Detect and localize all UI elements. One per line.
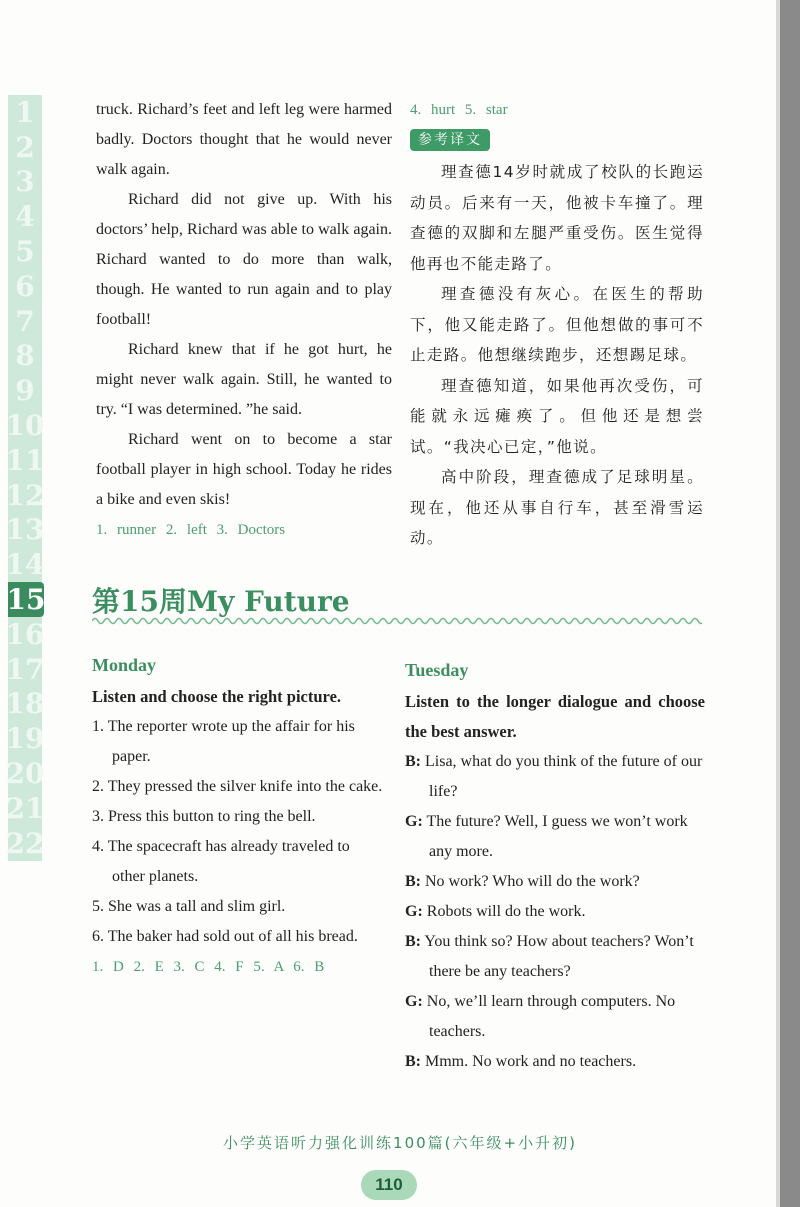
wave-divider (92, 615, 702, 627)
week-tab-14[interactable]: 14 (5, 548, 45, 582)
dialogue-line (405, 897, 705, 927)
week-tab-17[interactable]: 17 (5, 652, 45, 686)
dialogue-text: No work? Who will do the work? (425, 873, 640, 890)
story-paragraph: Richard did not give up. With his doctors’ help, Richard was able to walk again. Richard wanted to do more than walk, though. He wanted to run again and to play football! (96, 191, 392, 328)
monday-items (92, 712, 384, 952)
week-tab-21[interactable]: 21 (5, 791, 45, 825)
week-tab-6[interactable]: 6 (8, 269, 42, 304)
dialogue-line (405, 867, 705, 897)
translation-paragraph: 理查德14岁时就成了校队的长跑运动员。后来有一天，他被卡车撞了。理查德的双脚和左腿严重受伤。医生觉得他再也不能走路了。 (410, 163, 704, 273)
book-title: 小学英语听力强化训练100篇(六年级+小升初) (223, 1134, 577, 1152)
dialogue-text: No, we’ll learn through computers. No teachers. (426, 993, 676, 1040)
week-tab-2[interactable]: 2 (8, 130, 42, 165)
speaker-label: B: (405, 753, 421, 770)
week-tab-3[interactable]: 3 (8, 165, 42, 200)
page-number: 110 (361, 1170, 417, 1200)
speaker-label: G: (405, 903, 423, 920)
week-tab-1[interactable]: 1 (8, 95, 42, 130)
dialogue-text: You think so? How about teachers? Won’t there be any teachers? (424, 933, 694, 980)
week-tab-13[interactable]: 13 (5, 513, 45, 547)
dialogue-line (405, 747, 705, 807)
week-tab-9[interactable]: 9 (8, 373, 42, 408)
week-tab-19[interactable]: 19 (5, 722, 45, 756)
week-tab-11[interactable]: 11 (5, 443, 45, 477)
week-tab-15[interactable]: 15 (6, 583, 46, 617)
book-spine (780, 0, 800, 1207)
answer-key: 1. D 2. E 3. C 4. F 5. A 6. B (92, 959, 325, 975)
dialogue-line (405, 807, 705, 867)
translation-paragraph: 理查德没有灰心。在医生的帮助下，他又能走路了。但他想做的事可不止走路。他想继续跑步，还想踢足球。 (410, 285, 704, 364)
translation-paragraph: 理查德知道，如果他再次受伤，可能就永远瘫痪了。但他还是想尝试。“我决心已定，”他说。 (410, 376, 704, 456)
story-paragraph: Richard went on to become a star football player in high school. Today he rides a bike and even skis! (96, 431, 392, 508)
dialogue-line (405, 987, 705, 1047)
translation-column (410, 95, 704, 554)
question-item: 5. She was a tall and slim girl. (92, 898, 286, 915)
speaker-label: B: (405, 873, 421, 890)
story-column-left (96, 95, 392, 545)
week-tab-22[interactable]: 22 (5, 826, 45, 860)
week-tab-7[interactable]: 7 (8, 304, 42, 339)
week-number: 第15周 (92, 585, 187, 618)
tuesday-instruction: Listen to the longer dialogue and choose the best answer. (405, 692, 705, 741)
week-tab-10[interactable]: 10 (5, 409, 45, 443)
week-tab-12[interactable]: 12 (5, 478, 45, 512)
dialogue-text: Mmm. No work and no teachers. (425, 1053, 637, 1070)
week-tabs (5, 95, 46, 861)
answer-key: 4. hurt 5. star (410, 102, 508, 118)
monday-section (92, 650, 384, 982)
speaker-label: B: (405, 933, 421, 950)
question-item: 3. Press this button to ring the bell. (92, 808, 316, 825)
week-tab-8[interactable]: 8 (8, 339, 42, 374)
monday-instruction: Listen and choose the right picture. (92, 687, 342, 706)
dialogue-line (405, 927, 705, 987)
speaker-label: G: (405, 813, 423, 830)
day-heading-tuesday: Tuesday (405, 660, 469, 680)
story-paragraph: truck. Richard’s feet and left leg were harmed badly. Doctors thought that he would never walk again. (96, 101, 392, 178)
week-tab-4[interactable]: 4 (8, 199, 42, 234)
day-heading-monday: Monday (92, 655, 157, 675)
dialogue (405, 747, 705, 1077)
week-tab-5[interactable]: 5 (8, 234, 42, 269)
dialogue-line (405, 1047, 705, 1077)
reference-translation-badge: 参考译文 (410, 129, 490, 151)
answer-key: 1. runner 2. left 3. Doctors (96, 522, 286, 538)
translation-paragraph: 高中阶段，理查德成了足球明星。现在，他还从事自行车，甚至滑雪运动。 (410, 468, 704, 547)
week-tab-20[interactable]: 20 (5, 757, 45, 791)
question-item: 4. The spacecraft has already traveled to other planets. (92, 838, 350, 885)
question-item: 2. They pressed the silver knife into the cake. (92, 778, 383, 795)
week-tab-16[interactable]: 16 (5, 617, 45, 651)
week-title: My Future (186, 585, 350, 618)
story-paragraph: Richard knew that if he got hurt, he might never walk again. Still, he wanted to try. “I was determined. ”he said. (96, 341, 392, 418)
question-item: 6. The baker had sold out of all his bread. (92, 928, 358, 945)
dialogue-text: Lisa, what do you think of the future of our life? (425, 753, 703, 800)
tuesday-section (405, 655, 705, 1077)
question-item: 1. The reporter wrote up the affair for his paper. (92, 718, 355, 765)
speaker-label: B: (405, 1053, 421, 1070)
dialogue-text: Robots will do the work. (426, 903, 586, 920)
dialogue-text: The future? Well, I guess we won’t work any more. (426, 813, 688, 860)
speaker-label: G: (405, 993, 423, 1010)
week-tab-18[interactable]: 18 (5, 687, 45, 721)
